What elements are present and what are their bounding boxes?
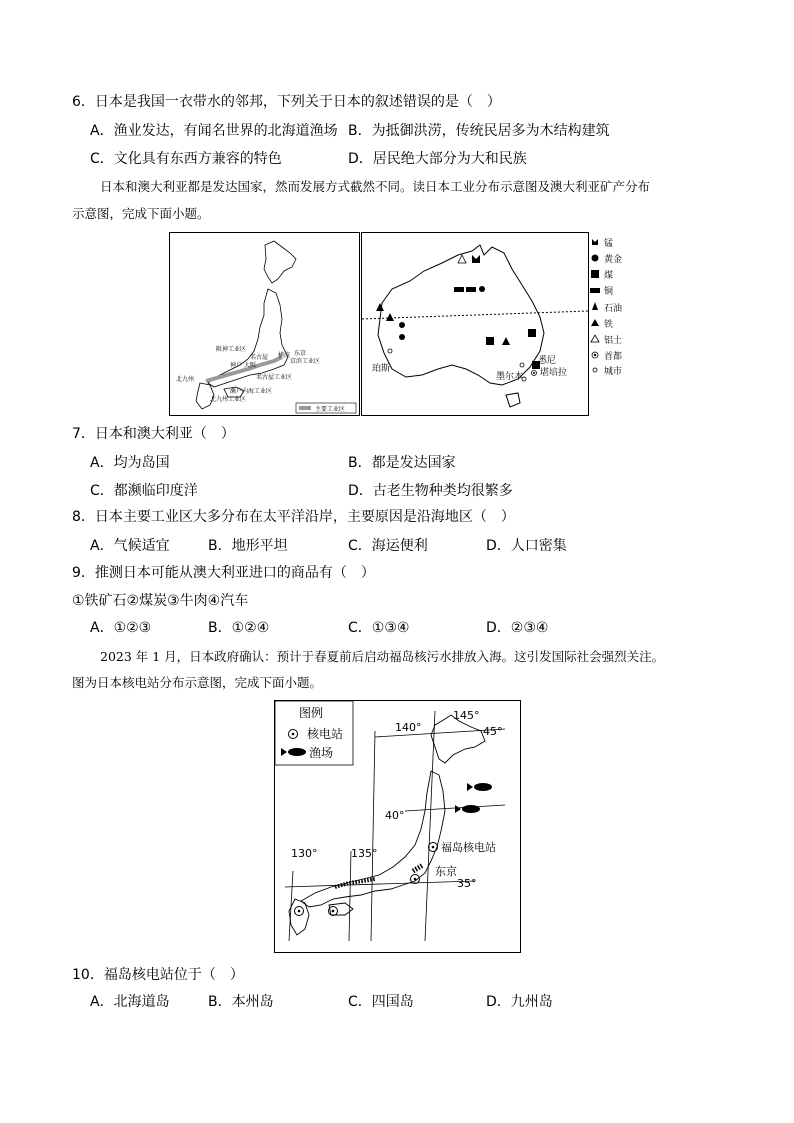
q9-option-d: D．②③④: [486, 620, 549, 636]
legend-capital: 首都: [604, 352, 623, 362]
intro2-line1: 2023 年 1 月，日本政府确认：预计于春夏前后启动福岛核污水排放入海。这引发国际社会强烈关注。: [100, 649, 665, 664]
label-lat-45: 45°: [483, 725, 503, 738]
japan-label-tokyo: 东京: [294, 350, 307, 357]
legend-copper: 铜: [604, 287, 614, 297]
q8-option-b: B．地形平坦: [208, 538, 288, 554]
label-lon-135: 135°: [351, 847, 378, 860]
japan-label-kitakyushu-region: 北九州工业区: [210, 396, 247, 403]
japan-label-kobe: 神户: [230, 362, 243, 369]
japan-legend-label: 主要工业区: [315, 406, 346, 413]
intro1-line1: 日本和澳大利亚都是发达国家，然而发展方式截然不同。读日本工业分布示意图及澳大利亚矿产分布: [100, 179, 651, 194]
japan-label-nagoya: 名古屋: [250, 354, 269, 361]
aus-city-perth: 珀斯: [372, 364, 391, 374]
legend-fish-icon: [288, 748, 306, 756]
aus-city-canberra: 堪培拉: [540, 368, 568, 378]
aus-city-sydney: 悉尼: [538, 356, 557, 366]
q7-option-a: A．均为岛国: [90, 455, 170, 471]
label-fukushima: 福岛核电站: [441, 841, 496, 854]
q7-option-d: D．古老生物种类均很繁多: [348, 483, 513, 499]
q10-option-d: D．九州岛: [486, 994, 553, 1010]
q7-stem: 7．日本和澳大利亚（ ）: [72, 426, 235, 442]
label-tokyo: 东京: [435, 865, 457, 878]
q7-option-b: B．都是发达国家: [348, 455, 456, 471]
japan-label-hanshin: 阪神工业区: [216, 346, 247, 353]
australia-minerals-map: [361, 232, 589, 416]
q10-option-b: B．本州岛: [208, 994, 274, 1010]
aus-city-melbourne: 墨尔本: [496, 372, 524, 382]
q6-option-d: D．居民绝大部分为大和民族: [348, 151, 527, 167]
label-lat-40: 40°: [385, 809, 405, 822]
q9-items: ①铁矿石②煤炭③牛肉④汽车: [72, 593, 249, 609]
q8-option-a: A．气候适宜: [90, 538, 170, 554]
legend-fish-label: 渔场: [309, 746, 334, 760]
q7-option-c: C．都濒临印度洋: [90, 483, 198, 499]
japan-label-yokohama: 横滨: [278, 352, 291, 359]
q6-stem: 6．日本是我国一衣带水的邻邦，下列关于日本的叙述错误的是（ ）: [72, 94, 501, 110]
legend-oil: 石油: [604, 304, 623, 314]
q10-stem: 10．福岛核电站位于（ ）: [72, 967, 244, 983]
q9-option-a: A．①②③: [90, 620, 152, 636]
label-lat-35: 35°: [457, 877, 477, 890]
japan-industry-map: [169, 232, 360, 416]
q8-stem: 8．日本主要工业区大多分布在太平洋沿岸，主要原因是沿海地区（ ）: [72, 509, 515, 525]
japan-label-nagoya-region: 名古屋工业区: [256, 374, 293, 381]
q6-option-c: C．文化具有东西方兼容的特色: [90, 151, 282, 167]
legend-iron: 铁: [604, 320, 614, 330]
q8-option-d: D．人口密集: [486, 538, 567, 554]
label-lon-145: 145°: [453, 709, 480, 722]
q6-option-a: A．渔业发达，有闻名世界的北海道渔场: [90, 123, 338, 139]
q9-option-b: B．①②④: [208, 620, 270, 636]
q8-option-c: C．海运便利: [348, 538, 428, 554]
q10-option-a: A．北海道岛: [90, 994, 170, 1010]
australia-map-legend: [590, 236, 640, 376]
q9-stem: 9．推测日本可能从澳大利亚进口的商品有（ ）: [72, 565, 375, 581]
japan-label-kitakyushu: 北九州: [176, 376, 195, 383]
legend-bauxite: 铝土: [604, 336, 623, 346]
legend-nuclear-label: 核电站: [307, 727, 344, 741]
q9-option-c: C．①③④: [348, 620, 410, 636]
intro1-line2: 示意图，完成下面小题。: [72, 206, 210, 221]
japan-label-keihin: 京滨工业区: [290, 358, 321, 365]
legend-coal: 煤: [604, 271, 614, 281]
legend-title: 图例: [299, 706, 324, 720]
q6-option-b: B．为抵御洪涝，传统民居多为木结构建筑: [348, 123, 610, 139]
japan-nuclear-map: [274, 700, 521, 953]
label-lon-130: 130°: [291, 847, 318, 860]
legend-gold: 黄金: [604, 255, 623, 265]
japan-label-setouchi: 濑户内海工业区: [230, 388, 273, 395]
label-lon-140: 140°: [395, 721, 422, 734]
intro2-line2: 图为日本核电站分布示意图，完成下面小题。: [72, 675, 323, 690]
q10-option-c: C．四国岛: [348, 994, 414, 1010]
japan-label-osaka: 大阪: [244, 362, 257, 369]
legend-manganese: 锰: [604, 239, 614, 249]
legend-city: 城市: [604, 367, 623, 376]
